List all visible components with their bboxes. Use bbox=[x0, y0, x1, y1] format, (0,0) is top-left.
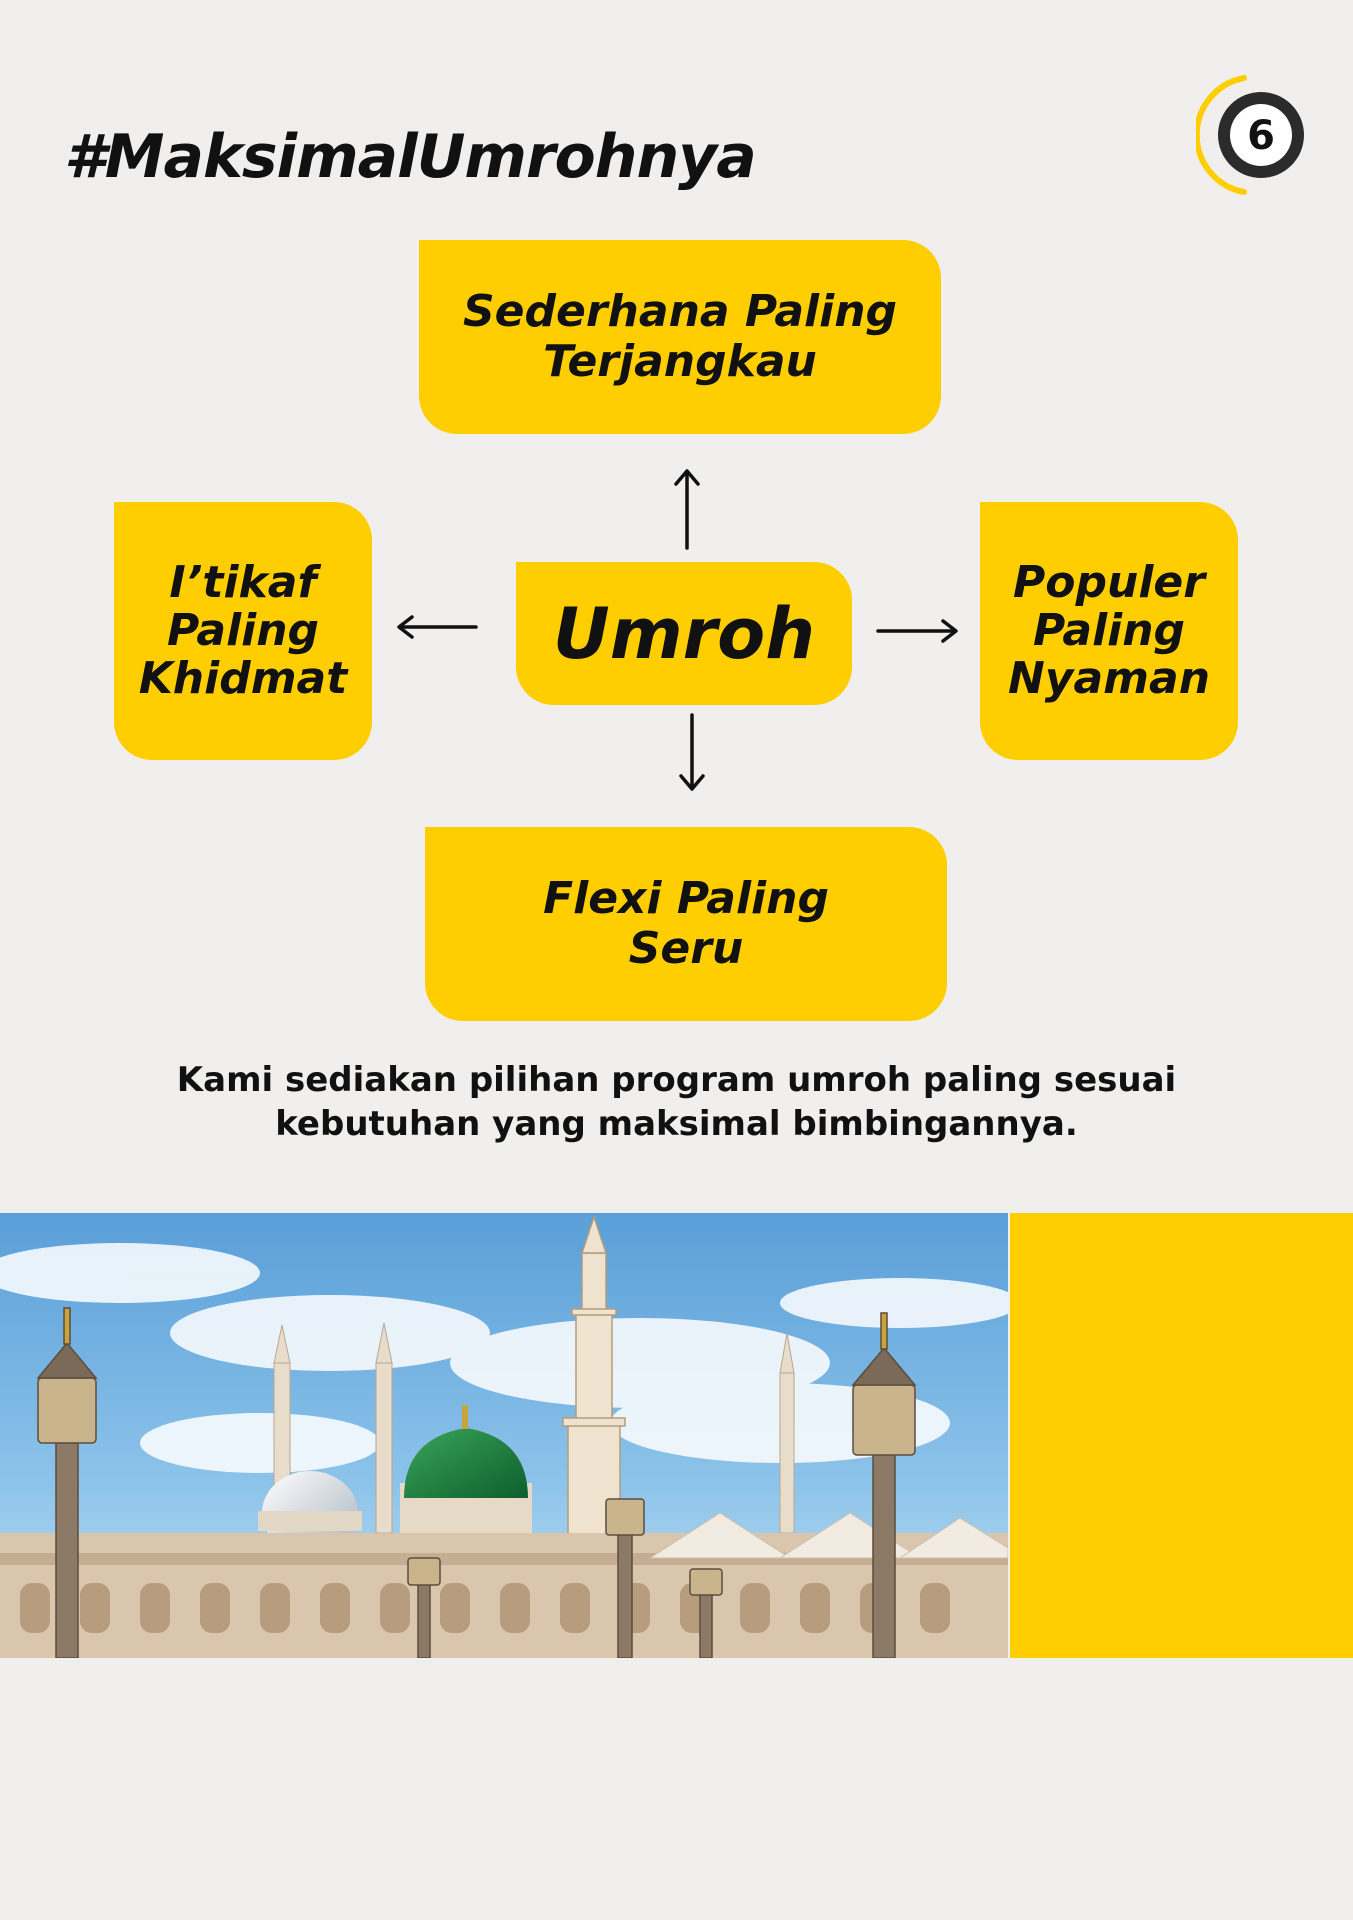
option-box-line: Terjangkau bbox=[543, 336, 817, 387]
arrow-up bbox=[676, 471, 698, 548]
hashtag-title: #MaksimalUmrohnya bbox=[64, 122, 756, 192]
option-box-line: Paling bbox=[166, 605, 320, 656]
option-box-line: I’tikaf bbox=[169, 557, 317, 608]
yellow-accent-block bbox=[1010, 1213, 1353, 1658]
page-number-badge bbox=[1196, 70, 1326, 200]
tagline bbox=[100, 1058, 1253, 1146]
option-box-populer bbox=[980, 502, 1238, 760]
option-box-itikaf bbox=[114, 502, 372, 760]
option-box-line: Paling bbox=[1032, 605, 1186, 656]
arrow-left bbox=[399, 617, 476, 637]
arrow-right bbox=[878, 621, 956, 641]
option-box-flexi bbox=[425, 827, 947, 1021]
center-box-umroh bbox=[516, 562, 852, 705]
arrow-down bbox=[681, 715, 703, 789]
tagline-line: kebutuhan yang maksimal bimbingannya. bbox=[275, 1104, 1078, 1144]
option-box-line: Flexi Paling bbox=[543, 873, 829, 924]
center-box-label: Umroh bbox=[552, 592, 816, 675]
option-box-sederhana bbox=[419, 240, 941, 434]
tagline-line: Kami sediakan pilihan program umroh paling sesuai bbox=[176, 1060, 1177, 1100]
option-box-line: Populer bbox=[1013, 557, 1205, 608]
mosque-photo bbox=[0, 1213, 1008, 1658]
option-box-line: Sederhana Paling bbox=[462, 286, 898, 337]
option-box-line: Seru bbox=[628, 923, 744, 974]
option-box-line: Khidmat bbox=[138, 653, 348, 704]
option-box-line: Nyaman bbox=[1007, 653, 1211, 704]
page-number: 6 bbox=[1247, 113, 1275, 159]
